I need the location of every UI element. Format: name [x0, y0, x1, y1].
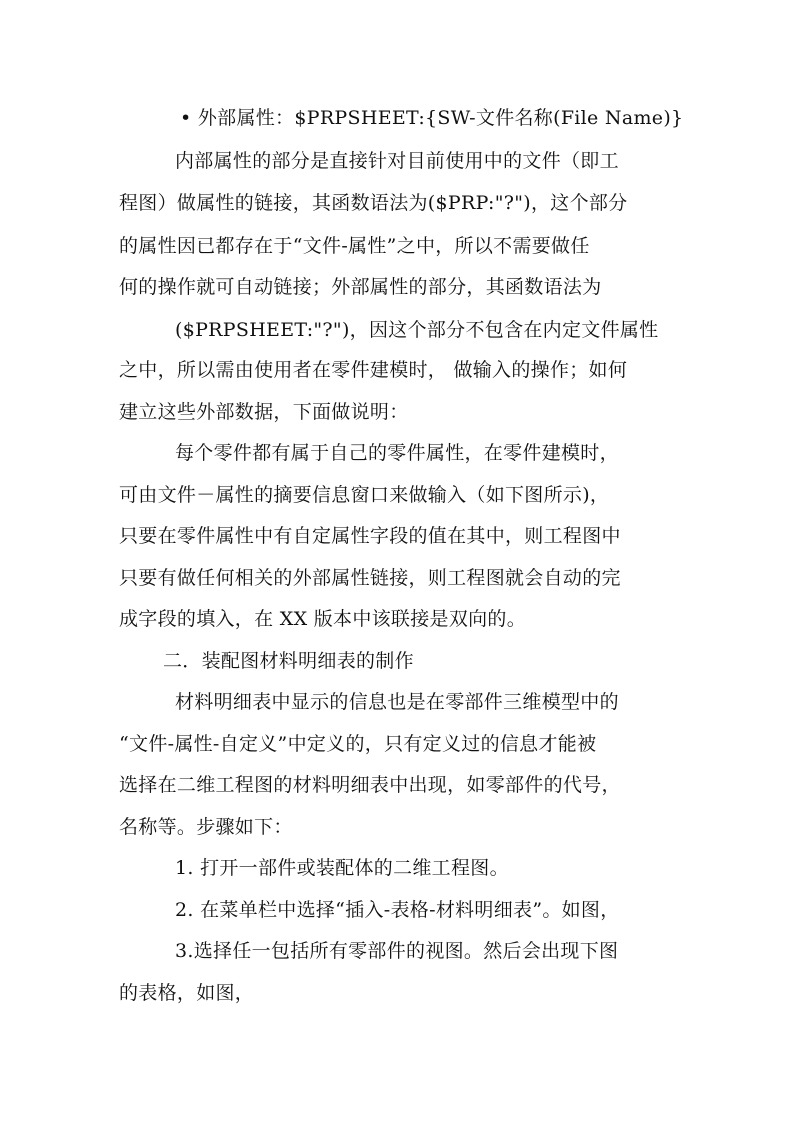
section-heading: 二．装配图材料明细表的制作	[163, 650, 414, 672]
paragraph-line: 何的操作就可自动链接；外部属性的部分，其函数语法为	[119, 276, 602, 298]
paragraph-line: 建立这些外部数据，下面做说明：	[119, 401, 409, 423]
paragraph-line: 内部属性的部分是直接针对目前使用中的文件（即工	[175, 150, 619, 172]
step-item: 1. 打开一部件或装配体的二维工程图。	[175, 857, 509, 879]
paragraph-line: 只要有做任何相关的外部属性链接，则工程图就会自动的完	[119, 567, 621, 589]
step-item: 3.选择任一包括所有零部件的视图。然后会出现下图	[175, 940, 619, 962]
paragraph-line: 的表格，如图，	[119, 982, 255, 1004]
paragraph-line: 的属性因已都存在于“文件-属性”之中，所以不需要做任	[119, 235, 590, 257]
paragraph-line: ($PRPSHEET:"?")，因这个部分不包含在内定文件属性	[175, 319, 659, 341]
step-item: 2. 在菜单栏中选择“插入-表格-材料明细表”。如图，	[175, 899, 620, 921]
paragraph-line: “文件-属性-自定义”中定义的，只有定义过的信息才能被	[119, 733, 597, 755]
paragraph-line: 成字段的填入，在 XX 版本中该联接是双向的。	[119, 608, 527, 630]
paragraph-line: 程图）做属性的链接，其函数语法为($PRP:"?")，这个部分	[119, 192, 628, 214]
paragraph-line: 选择在二维工程图的材料明细表中出现，如零部件的代号，	[119, 774, 621, 796]
paragraph-line: 之中，所以需由使用者在零件建模时， 做输入的操作；如何	[119, 359, 628, 381]
paragraph-line: 材料明细表中显示的信息也是在零部件三维模型中的	[175, 691, 619, 713]
bullet-line-external-property: • 外部属性：$PRPSHEET:{SW-文件名称(File Name)}	[180, 107, 684, 129]
paragraph-line: 名称等。步骤如下：	[119, 816, 293, 838]
paragraph-line: 可由文件－属性的摘要信息窗口来做输入（如下图所示)，	[119, 484, 610, 506]
paragraph-line: 只要在零件属性中有自定属性字段的值在其中，则工程图中	[119, 525, 621, 547]
paragraph-line: 每个零件都有属于自己的零件属性，在零件建模时，	[175, 442, 619, 464]
